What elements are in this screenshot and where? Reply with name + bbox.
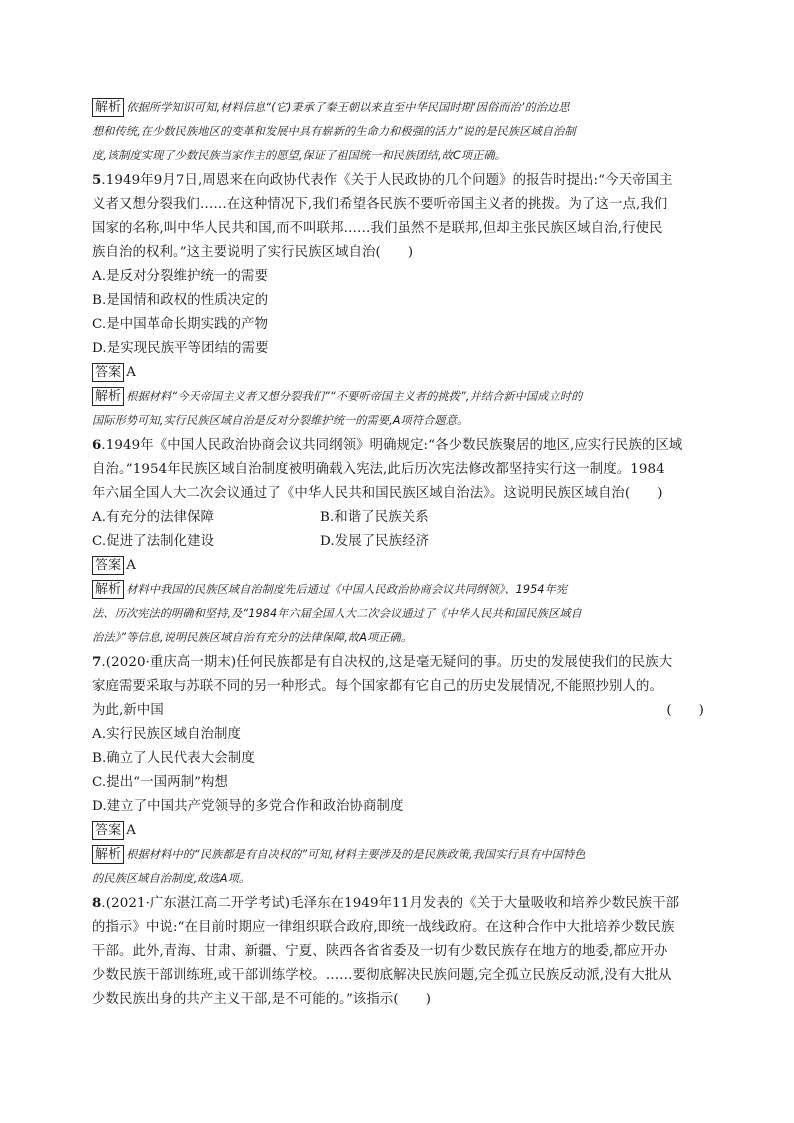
answer-row — [92, 361, 704, 385]
analysis-tag: 解析 — [92, 387, 124, 406]
question-stem-line: 的指示》中说:“在目前时期应一律组织联合政府,即统一战线政府。在这种合作中大批培养少数民族 — [92, 920, 675, 935]
answer-tag: 答案 — [92, 556, 124, 575]
question-stem-line: 家庭需要采取与苏联不同的另一种形式。每个国家都有它自己的历史发展情况,不能照抄别人的。 — [92, 679, 663, 694]
document-page — [92, 96, 704, 1012]
question-number: 6 — [92, 437, 102, 453]
analysis-tag: 解析 — [92, 98, 124, 117]
option-c: C.是中国革命长期实践的产物 — [92, 317, 269, 332]
option-c: C.促进了法制化建设 — [92, 534, 215, 549]
analysis-line: 材料中我国的民族区域自治制度先后通过《中国人民政治协商会议共同纲领》、1954年宪 — [126, 583, 568, 596]
q6-analysis — [92, 578, 704, 650]
q5-analysis — [92, 385, 704, 433]
answer-blank: ( ) — [666, 703, 704, 718]
q7-analysis — [92, 843, 704, 891]
analysis-line: 依据所学知识可知,材料信息“(它)秉承了秦王朝以来直至中华民国时期‘因俗而治’的治边思 — [126, 101, 570, 114]
option-a: A.有充分的法律保障 — [92, 510, 215, 525]
option-d: D.是实现民族平等团结的需要 — [92, 341, 269, 356]
analysis-tag: 解析 — [92, 580, 124, 599]
answer-value: A — [126, 365, 136, 380]
question-stem-line: 族自治的权利。”这主要说明了实行民族区域自治( ) — [92, 245, 414, 260]
question-6 — [92, 433, 704, 650]
question-stem-line: 国家的名称,叫中华人民共和国,而不叫联邦……我们虽然不是联邦,但却主张民族区域自治,行使民 — [92, 221, 663, 236]
question-stem-line: .(2021·广东湛江高二开学考试)毛泽东在1949年11月发表的《关于大量吸收和培养少数民族干部 — [101, 896, 680, 911]
analysis-line: 国际形势可知,实行民族区域自治是反对分裂维护统一的需要,A项符合题意。 — [92, 414, 469, 427]
question-stem-line: .1949年9月7日,周恩来在向政协代表作《关于人民政协的几个问题》的报告时提出:“今天帝国主 — [101, 173, 673, 188]
option-d: D.建立了中国共产党领导的多党合作和政治协商制度 — [92, 799, 404, 814]
option-a: A.是反对分裂维护统一的需要 — [92, 269, 269, 284]
question-stem-line: .1949年《中国人民政治协商会议共同纲领》明确规定:“各少数民族聚居的地区,应实行民族的区域 — [101, 438, 683, 453]
question-stem-line: 少数民族干部训练班,或干部训练学校。……要彻底解决民族问题,完全孤立民族反动派,没有大批从 — [92, 968, 672, 983]
answer-tag: 答案 — [92, 363, 124, 382]
answer-row — [92, 819, 704, 843]
option-b: B.确立了人民代表大会制度 — [92, 751, 255, 766]
option-a: A.实行民族区域自治制度 — [92, 727, 242, 742]
question-number: 7 — [92, 654, 102, 670]
question-8 — [92, 891, 704, 1012]
option-b: B.和谐了民族关系 — [320, 510, 429, 525]
answer-value: A — [126, 558, 136, 573]
analysis-line: 的民族区域自治制度,故选A项。 — [92, 872, 251, 885]
question-stem-line: 年六届全国人大二次会议通过了《中华人民共和国民族区域自治法》。这说明民族区域自治( ) — [92, 486, 663, 501]
answer-tag: 答案 — [92, 821, 124, 840]
question-stem-line: 为此,新中国 — [92, 703, 164, 718]
analysis-line: 法、历次宪法的明确和坚持,及“1984年六届全国人大二次会议通过了《中华人民共和国民族区域自 — [92, 607, 582, 620]
analysis-line: 想和传统,在少数民族地区的变革和发展中具有崭新的生命力和极强的活力”说的是民族区域自治制 — [92, 125, 576, 138]
option-b: B.是国情和政权的性质决定的 — [92, 293, 269, 308]
q4-analysis — [92, 96, 704, 168]
answer-row — [92, 554, 704, 578]
analysis-tag: 解析 — [92, 845, 124, 864]
question-stem-line: .(2020·重庆高一期末)任何民族都是有自决权的,这是毫无疑问的事。历史的发展使我们的民族大 — [101, 655, 673, 670]
question-stem-line: 干部。此外,青海、甘肃、新疆、宁夏、陕西各省省委及一切有少数民族存在地方的地委,都应开办 — [92, 944, 668, 959]
option-d: D.发展了民族经济 — [320, 534, 430, 549]
analysis-line: 度,该制度实现了少数民族当家作主的愿望,保证了祖国统一和民族团结,故C项正确。 — [92, 149, 506, 162]
question-stem-line: 义者又想分裂我们……在这种情况下,我们希望各民族不要听帝国主义者的挑拨。为了这一点,我们 — [92, 197, 668, 212]
analysis-line: 治法》”等信息,说明民族区域自治有充分的法律保障,故A项正确。 — [92, 631, 413, 644]
question-stem-line: 少数民族出身的共产主义干部,是不可能的。”该指示( ) — [92, 992, 432, 1007]
question-stem-line: 自治。”1954年民族区域自治制度被明确载入宪法,此后历次宪法修改都坚持实行这一制度。1984 — [92, 462, 665, 477]
analysis-line: 根据材料中的“民族都是有自决权的”可知,材料主要涉及的是民族政策,我国实行具有中国特色 — [126, 848, 586, 861]
option-c: C.提出“一国两制”构想 — [92, 775, 229, 790]
answer-value: A — [126, 823, 136, 838]
question-5 — [92, 168, 704, 433]
analysis-line: 根据材料“今天帝国主义者又想分裂我们”“不要听帝国主义者的挑拨”,并结合新中国成立时的 — [126, 390, 583, 403]
question-7 — [92, 650, 704, 891]
question-number: 8 — [92, 895, 102, 911]
question-number: 5 — [92, 172, 102, 188]
